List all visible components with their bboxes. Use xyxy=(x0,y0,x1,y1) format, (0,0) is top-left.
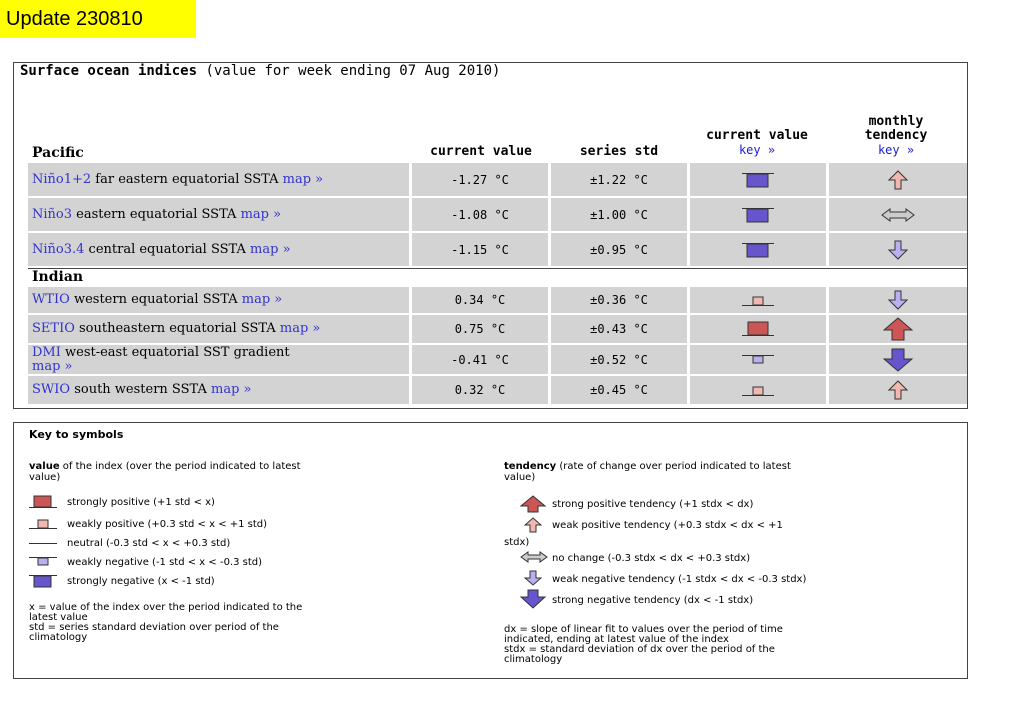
index-id-link[interactable]: Niño3 xyxy=(32,206,73,222)
current-value-symbol-icon xyxy=(690,345,826,374)
current-value-symbol-icon xyxy=(690,287,826,313)
index-description: southeastern equatorial SSTA xyxy=(74,321,280,336)
tendency-arrow-icon xyxy=(829,376,967,404)
current-value-cell: -1.08 °C xyxy=(412,198,548,231)
index-name-cell xyxy=(28,198,409,231)
key-dx-definition-2: indicated, ending at latest value of the index xyxy=(504,634,729,645)
section-pacific: Pacific xyxy=(32,145,84,161)
index-description: western equatorial SSTA xyxy=(69,292,242,307)
series-std-cell: ±0.52 °C xyxy=(551,345,687,374)
key-weak-positive-tendency-label: weak positive tendency (+0.3 stdx < dx < +1 xyxy=(552,520,783,531)
indian-separator xyxy=(28,268,968,269)
map-link[interactable]: map » xyxy=(241,292,283,307)
series-std-cell: ±0.36 °C xyxy=(551,287,687,313)
col-header-monthly-tendency xyxy=(828,115,964,157)
key-dx-definition: dx = slope of linear fit to values over the period of time xyxy=(504,624,783,635)
current-value-cell: -1.15 °C xyxy=(412,233,548,266)
map-link[interactable]: map » xyxy=(211,382,252,397)
surface-ocean-indices-panel xyxy=(13,62,968,409)
current-value-cell: 0.75 °C xyxy=(412,315,548,343)
key-sym-weak-negative-icon xyxy=(29,555,61,569)
key-title: Key to symbols xyxy=(29,428,124,441)
key-sym-strong-positive-icon xyxy=(29,495,61,509)
key-no-change-label: no change (-0.3 stdx < dx < +0.3 stdx) xyxy=(552,553,751,564)
index-description: central equatorial SSTA xyxy=(84,241,251,257)
map-link[interactable]: map » xyxy=(282,171,324,187)
update-badge: Update 230810 xyxy=(0,0,196,38)
key-tendency-heading: tendency (rate of change over period indicated to latest xyxy=(504,461,791,472)
index-name-cell xyxy=(28,287,409,313)
current-value-cell: -1.27 °C xyxy=(412,163,548,196)
map-link[interactable]: map » xyxy=(279,321,321,336)
key-x-definition-2: latest value xyxy=(29,612,88,623)
index-id-link[interactable]: SWIO xyxy=(32,382,71,397)
col-tend-label-2: tendency xyxy=(864,128,928,143)
index-name-cell xyxy=(28,163,409,196)
index-name-cell xyxy=(28,315,409,343)
key-sym-weak-positive-icon xyxy=(29,516,61,530)
key-std-definition-2: climatology xyxy=(29,632,88,643)
series-std-cell: ±0.95 °C xyxy=(551,233,687,266)
key-strong-negative-arrow-icon xyxy=(520,589,546,609)
index-description: south western SSTA xyxy=(70,382,211,397)
col-header-series-std: series std xyxy=(579,144,659,159)
series-std-cell: ±1.22 °C xyxy=(551,163,687,196)
key-neutral-label: neutral (-0.3 std < x < +0.3 std) xyxy=(67,538,231,549)
index-id-link[interactable]: SETIO xyxy=(32,321,75,336)
col-header-current-value-symbol xyxy=(689,129,825,157)
index-description: eastern equatorial SSTA xyxy=(72,206,241,222)
key-value-heading-2: value) xyxy=(29,472,61,483)
index-id-link[interactable]: Niño3.4 xyxy=(32,241,85,257)
index-description: far eastern equatorial SSTA xyxy=(91,171,283,187)
section-indian: Indian xyxy=(32,269,84,285)
tendency-arrow-icon xyxy=(829,198,967,231)
series-std-cell: ±1.00 °C xyxy=(551,198,687,231)
key-strong-negative-tendency-label: strong negative tendency (dx < -1 stdx) xyxy=(552,595,754,606)
current-value-symbol-icon xyxy=(690,163,826,196)
index-id-link[interactable]: Niño1+2 xyxy=(32,171,92,187)
map-link[interactable]: map » xyxy=(250,241,291,257)
key-strong-positive-label: strongly positive (+1 std < x) xyxy=(67,497,215,508)
key-strong-negative-label: strongly negative (x < -1 std) xyxy=(67,576,215,587)
series-std-cell: ±0.45 °C xyxy=(551,376,687,404)
index-name-cell xyxy=(28,376,409,404)
index-id-link[interactable]: WTIO xyxy=(32,292,70,307)
index-id-link[interactable]: DMI xyxy=(32,344,61,360)
tendency-arrow-icon xyxy=(829,287,967,313)
col-tend-label-1: monthly xyxy=(868,114,924,129)
panel-title-rest: (value for week ending 07 Aug 2010) xyxy=(197,63,501,79)
key-std-definition: std = series standard deviation over period of the xyxy=(29,622,279,633)
key-no-change-arrow-icon xyxy=(520,551,548,563)
col-sym-key-link[interactable]: key » xyxy=(738,143,776,157)
panel-title xyxy=(20,63,500,79)
tendency-arrow-icon xyxy=(829,233,967,266)
key-weak-positive-tendency-label-2: stdx) xyxy=(504,537,530,548)
tendency-arrow-icon xyxy=(829,163,967,196)
current-value-symbol-icon xyxy=(690,233,826,266)
tendency-arrow-icon xyxy=(829,345,967,374)
col-sym-label: current value xyxy=(706,128,808,143)
series-std-cell: ±0.43 °C xyxy=(551,315,687,343)
key-stdx-definition: stdx = standard deviation of dx over the period of the xyxy=(504,644,775,655)
current-value-cell: 0.32 °C xyxy=(412,376,548,404)
key-weak-negative-arrow-icon xyxy=(524,570,542,586)
key-to-symbols-panel xyxy=(13,422,968,679)
key-value-heading: value of the index (over the period indicated to latest xyxy=(29,461,301,472)
key-sym-neutral-icon xyxy=(29,537,61,551)
key-weak-negative-tendency-label: weak negative tendency (-1 stdx < dx < -0.3 stdx) xyxy=(552,574,807,585)
col-tend-key-link[interactable]: key » xyxy=(877,143,915,157)
key-strong-positive-tendency-label: strong positive tendency (+1 stdx < dx) xyxy=(552,499,754,510)
current-value-cell: -0.41 °C xyxy=(412,345,548,374)
key-sym-strong-negative-icon xyxy=(29,574,61,588)
key-weak-positive-label: weakly positive (+0.3 std < x < +1 std) xyxy=(67,519,268,530)
current-value-cell: 0.34 °C xyxy=(412,287,548,313)
key-weak-negative-label: weakly negative (-1 std < x < -0.3 std) xyxy=(67,557,263,568)
map-link[interactable]: map » xyxy=(32,358,73,374)
key-strong-positive-arrow-icon xyxy=(520,495,546,513)
current-value-symbol-icon xyxy=(690,315,826,343)
index-name-cell xyxy=(28,345,409,374)
key-tendency-heading-2: value) xyxy=(504,472,536,483)
key-stdx-definition-2: climatology xyxy=(504,654,563,665)
key-weak-positive-arrow-icon xyxy=(524,517,542,533)
key-x-definition: x = value of the index over the period indicated to the xyxy=(29,602,303,613)
current-value-symbol-icon xyxy=(690,198,826,231)
index-name-cell xyxy=(28,233,409,266)
current-value-symbol-icon xyxy=(690,376,826,404)
panel-title-bold: Surface ocean indices xyxy=(20,63,198,79)
col-header-current-value: current value xyxy=(430,144,532,159)
index-description: west-east equatorial SST gradient xyxy=(60,344,290,360)
tendency-arrow-icon xyxy=(829,315,967,343)
map-link[interactable]: map » xyxy=(240,206,282,222)
